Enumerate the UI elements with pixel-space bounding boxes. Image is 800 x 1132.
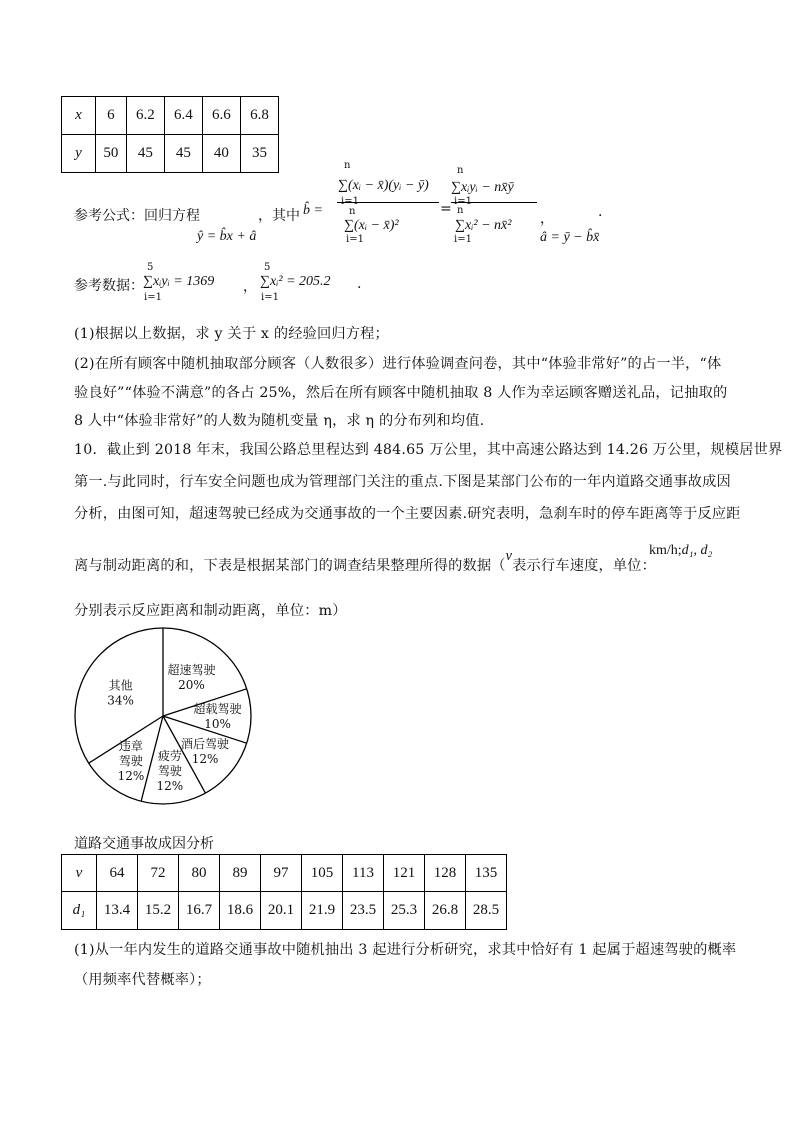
sum-upper: n: [457, 165, 464, 176]
table-cell: 23.5: [343, 892, 384, 930]
table-cell: 25.3: [384, 892, 425, 930]
question-2-line-3: 8 人中“体验非常好”的人数为随机变量 η，求 η 的分布列和均值.: [74, 413, 485, 429]
speed-symbol: v: [505, 548, 513, 564]
sum-lower: i=1: [454, 196, 472, 207]
table-cell: 13.4: [97, 892, 138, 930]
sum-upper: n: [349, 206, 356, 217]
problem-10-question-1-line-2: （用频率代替概率）；: [74, 972, 211, 988]
problem-10-line-4-text: 离与制动距离的和，下表是根据某部门的调查结果整理所得的数据（: [74, 558, 506, 574]
sum-upper: n: [457, 205, 464, 216]
problem-10-question-1-line-1: (1)从一年内发生的道路交通事故中随机抽出 3 起进行分析研究，求其中恰好有 1 起属于超速驾驶的概率: [74, 942, 737, 958]
refdata-sep: ，: [243, 279, 257, 295]
table-cell: 121: [384, 855, 425, 892]
xy-table: [61, 96, 279, 173]
pie-label-3: 酒后驾驶 12%: [181, 736, 230, 766]
table-cell: 6.8: [240, 97, 278, 135]
refdata-end: .: [357, 276, 362, 292]
refdata-sum-xy: ∑xᵢyᵢ = 1369: [143, 274, 215, 289]
table-cell: 6.2: [126, 97, 164, 135]
fraction-1-bar: [337, 202, 439, 203]
formula-label: 参考公式：回归方程: [74, 208, 200, 224]
table-cell: 21.9: [302, 892, 343, 930]
table-row-d1: [62, 892, 507, 930]
table-cell: 6.6: [202, 97, 240, 135]
table-cell: 6.4: [164, 97, 202, 135]
sum-upper: n: [344, 160, 351, 171]
sum-upper: 5: [147, 262, 154, 273]
formula-comma: ，: [540, 211, 554, 227]
refdata-label: 参考数据：: [74, 278, 144, 294]
problem-10-line-5: 分别表示反应距离和制动距离，单位：m）: [74, 603, 347, 619]
sum-lower: i=1: [454, 234, 472, 245]
table-cell: 97: [261, 855, 302, 892]
table-cell: 28.5: [466, 892, 507, 930]
distance-symbols: d₁, d₂: [681, 543, 713, 558]
question-2-line-1: (2)在所有顾客中随机抽取部分顾客（人数很多）进行体验调查问卷，其中“体验非常好”的占一半，“体: [74, 356, 722, 372]
speed-distance-table: [61, 854, 507, 930]
fraction-2-numerator: ∑xᵢyᵢ − nx̄ȳ: [451, 180, 514, 195]
table-cell: 128: [425, 855, 466, 892]
table-cell: 26.8: [425, 892, 466, 930]
table-cell: 35: [240, 135, 278, 173]
table-cell: 72: [138, 855, 179, 892]
chart-caption: 道路交通事故成因分析: [74, 836, 214, 852]
table-cell: 80: [179, 855, 220, 892]
problem-10-line-4-unit-text: 表示行车速度，单位：: [512, 558, 657, 574]
table-cell: 113: [343, 855, 384, 892]
table-cell: 18.6: [220, 892, 261, 930]
fraction-1-numerator: ∑(xᵢ − x̄)(yᵢ − ȳ): [338, 178, 429, 193]
table-cell: v: [62, 855, 97, 892]
pie-label-1: 超速驾驶 20%: [167, 662, 216, 692]
table-cell: 64: [97, 855, 138, 892]
sum-lower: i=1: [144, 292, 162, 303]
table-cell: x: [62, 97, 96, 135]
equals-sign: =: [440, 201, 452, 217]
refdata-sum-x2: ∑xᵢ² = 205.2: [260, 274, 331, 289]
table-row-v: [62, 855, 507, 892]
table-cell: 15.2: [138, 892, 179, 930]
pie-label-5: 违章驾驶 12%: [117, 739, 145, 784]
formula-where: ，其中: [258, 208, 300, 224]
table-cell: y: [62, 135, 96, 173]
table-cell: 50: [96, 135, 127, 173]
pie-label-4: 疲劳驾驶 12%: [156, 749, 184, 794]
problem-10-line-2: 第一.与此同时，行车安全问题也成为管理部门关注的重点.下图是某部门公布的一年内道路交通事故成因: [74, 474, 731, 490]
table-cell: 6: [96, 97, 127, 135]
table-cell: 16.7: [179, 892, 220, 930]
pie-label-6: 其他 34%: [107, 678, 134, 708]
table-cell: 135: [466, 855, 507, 892]
problem-10-line-3: 分析，由图可知，超速驾驶已经成为交通事故的一个主要因素.研究表明，急刹车时的停车距离等于反应距: [74, 506, 741, 522]
bhat-symbol: b̂ =: [303, 203, 323, 218]
pie-chart: [60, 620, 260, 820]
fraction-1-denominator: ∑(xᵢ − x̄)²: [344, 218, 399, 233]
intercept-formula: â = ȳ − b̂x̄: [540, 230, 600, 245]
table-cell: d₁: [62, 892, 97, 930]
question-1: (1)根据以上数据，求 y 关于 x 的经验回归方程；: [74, 326, 389, 342]
sum-lower: i=1: [341, 196, 359, 207]
problem-10-line-4: [74, 548, 657, 575]
table-cell: 45: [164, 135, 202, 173]
pie-label-2: 超载驾驶 10%: [193, 702, 242, 731]
table-cell: 45: [126, 135, 164, 173]
unit-kmh: [649, 543, 712, 559]
table-cell: 89: [220, 855, 261, 892]
problem-10-line-1: 10．截止到 2018 年末，我国公路总里程达到 484.65 万公里，其中高速公路达到 14.26 万公里，规模居世界: [74, 442, 783, 458]
sum-lower: i=1: [346, 234, 364, 245]
unit-kmh-text: km/h;: [649, 543, 682, 558]
table-cell: 40: [202, 135, 240, 173]
fraction-2-denominator: ∑xᵢ² − nx̄²: [455, 218, 512, 233]
sum-upper: 5: [264, 262, 271, 273]
sum-lower: i=1: [261, 292, 279, 303]
table-cell: 20.1: [261, 892, 302, 930]
table-cell: 105: [302, 855, 343, 892]
formula-period: .: [598, 204, 603, 220]
regression-equation: ŷ = b̂x + â: [197, 229, 257, 244]
table-row-x: [62, 97, 279, 135]
fraction-2-bar: [451, 202, 537, 203]
table-row-y: [62, 135, 279, 173]
question-2-line-2: 验良好”“体验不满意”的各占 25%，然后在所有顾客中随机抽取 8 人作为幸运顾客赠送礼品，记抽取的: [74, 385, 728, 401]
